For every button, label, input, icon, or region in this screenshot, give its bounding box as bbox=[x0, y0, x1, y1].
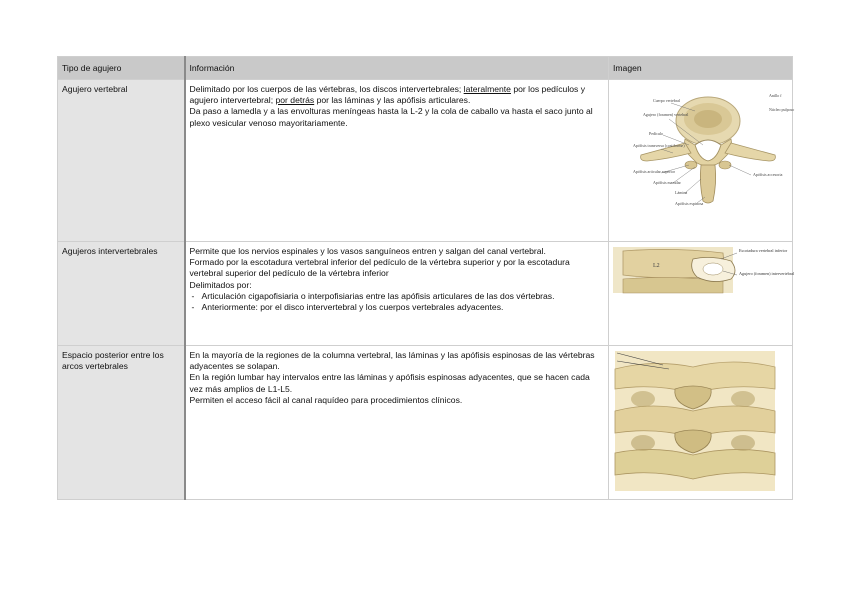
header-informacion: Información bbox=[185, 57, 609, 80]
header-imagen: Imagen bbox=[609, 57, 793, 80]
table-row bbox=[58, 80, 793, 242]
row-image bbox=[609, 346, 793, 500]
table-row bbox=[58, 242, 793, 346]
delimiters-list bbox=[190, 291, 605, 313]
info-paragraph: En la región lumbar hay intervalos entre las láminas y apófisis espinosas adyacentes, que se hacen cada vez más amplios de L1-L5. bbox=[189, 372, 590, 394]
label-agujero-intervertebral: Agujero (foramen) intervertebral bbox=[739, 271, 795, 276]
table-row bbox=[58, 346, 793, 500]
label-escotadura-vertebral-inferior: Escotadura vertebral inferior bbox=[739, 248, 788, 253]
label-nucleo-pulposo: Núcleo pulposo bbox=[769, 107, 795, 112]
label-l2: L2 bbox=[653, 263, 660, 269]
row-type: Agujeros intervertebrales bbox=[58, 242, 185, 346]
row-type: Espacio posterior entre los arcos vertebrales bbox=[58, 346, 185, 500]
info-paragraph: En la mayoría de la regiones de la columna vertebral, las láminas y las apófisis espinosas de las vértebras adyacentes se solapan. bbox=[189, 350, 595, 372]
row-info bbox=[185, 80, 609, 242]
info-paragraph: Permite que los nervios espinales y los vasos sanguíneos entren y salgan del canal vertebral. bbox=[189, 246, 546, 256]
agujeros-table bbox=[57, 56, 793, 500]
list-item: - Articulación cigapofisiaria o interpofisiarias entre las apófisis articulares de las dos vértebras. bbox=[190, 291, 605, 302]
row-info bbox=[185, 242, 609, 346]
header-row bbox=[58, 57, 793, 80]
label-apofisis-accesoria: Apófisis accesoria bbox=[753, 172, 783, 177]
posterior-lumbar-spine-illustration bbox=[613, 349, 787, 493]
label-agujero-vertebral: Agujero (foramen) vertebral bbox=[643, 112, 689, 117]
intervertebral-foramen-illustration bbox=[613, 245, 795, 295]
row-image bbox=[609, 80, 793, 242]
info-paragraph: Formado por la escotadura vertebral inferior del pedículo de la vértebra superior y por la escotadura vertebral superior del pedículo de la vértebra inferior bbox=[189, 257, 570, 279]
info-paragraph: Permiten el acceso fácil al canal raquídeo para procedimientos clínicos. bbox=[189, 394, 463, 405]
row-info bbox=[185, 346, 609, 500]
header-tipo: Tipo de agujero bbox=[58, 57, 185, 80]
label-pediculo: Pedículo bbox=[649, 131, 663, 136]
label-apofisis-mamilar: Apófisis mamilar bbox=[653, 180, 681, 185]
label-apofisis-transversa: Apófisis transversa (costiforme) bbox=[633, 143, 685, 148]
info-paragraph: Delimitados por: bbox=[189, 279, 252, 290]
label-apofisis-articular-superior: Apófisis articular superior bbox=[633, 169, 675, 174]
row-image bbox=[609, 242, 793, 346]
info-paragraph: Delimitado por los cuerpos de las vértebras, los discos intervertebrales; lateralmente por los pedículos y agujero intervertebral; por detrás por las láminas y las apófisis articulares. bbox=[189, 84, 586, 106]
label-apofisis-espinosa: Apófisis espinosa bbox=[675, 201, 704, 206]
info-paragraph: Da paso a lamedla y a las envolturas meníngeas hasta la L-2 y la cola de caballo va hasta el saco junto al plexo vesicular venoso mayoritariamente. bbox=[189, 106, 593, 128]
label-cuerpo-vertebral: Cuerpo vertebral bbox=[653, 98, 680, 103]
row-type: Agujero vertebral bbox=[58, 80, 185, 242]
vertebra-top-view-illustration bbox=[613, 83, 795, 213]
label-anillo: Anillo f bbox=[769, 93, 782, 98]
list-item: - Anteriormente: por el disco intervertebral y los cuerpos vertebrales adyacentes. bbox=[190, 302, 605, 313]
label-lamina: Lámina bbox=[675, 190, 688, 195]
